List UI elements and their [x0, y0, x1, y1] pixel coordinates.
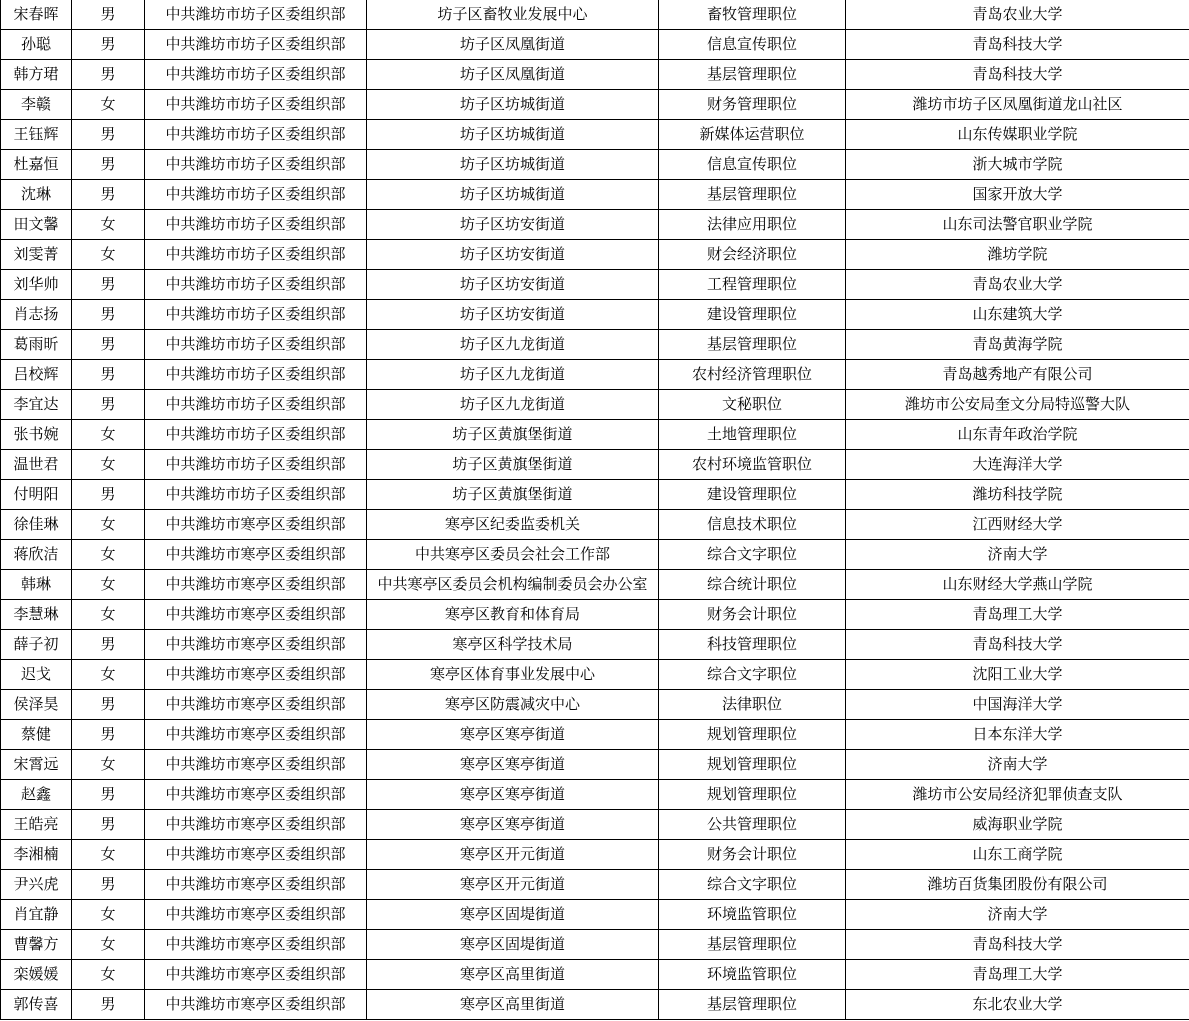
name-cell: 侯泽昊 — [1, 690, 72, 720]
gender-cell: 男 — [72, 0, 145, 30]
gender-cell: 男 — [72, 480, 145, 510]
employer-cell: 寒亭区开元街道 — [367, 840, 659, 870]
employer-cell: 坊子区凤凰街道 — [367, 30, 659, 60]
school-or-workplace-cell: 青岛科技大学 — [846, 630, 1189, 660]
recruiting-unit-cell: 中共潍坊市寒亭区委组织部 — [145, 540, 367, 570]
school-or-workplace-cell: 东北农业大学 — [846, 990, 1189, 1020]
position-cell: 环境监管职位 — [659, 960, 846, 990]
position-cell: 工程管理职位 — [659, 270, 846, 300]
employer-cell: 寒亭区开元街道 — [367, 870, 659, 900]
gender-cell: 女 — [72, 210, 145, 240]
name-cell: 栾媛媛 — [1, 960, 72, 990]
name-cell: 李慧琳 — [1, 600, 72, 630]
name-cell: 刘华帅 — [1, 270, 72, 300]
school-or-workplace-cell: 济南大学 — [846, 750, 1189, 780]
school-or-workplace-cell: 青岛科技大学 — [846, 60, 1189, 90]
recruiting-unit-cell: 中共潍坊市寒亭区委组织部 — [145, 690, 367, 720]
table-row — [1, 120, 1189, 150]
position-cell: 文秘职位 — [659, 390, 846, 420]
recruiting-unit-cell: 中共潍坊市寒亭区委组织部 — [145, 960, 367, 990]
gender-cell: 女 — [72, 960, 145, 990]
table-row — [1, 750, 1189, 780]
employer-cell: 坊子区坊安街道 — [367, 240, 659, 270]
recruiting-unit-cell: 中共潍坊市坊子区委组织部 — [145, 120, 367, 150]
employer-cell: 寒亭区寒亭街道 — [367, 720, 659, 750]
school-or-workplace-cell: 威海职业学院 — [846, 810, 1189, 840]
name-cell: 尹兴虎 — [1, 870, 72, 900]
name-cell: 刘雯菁 — [1, 240, 72, 270]
school-or-workplace-cell: 山东工商学院 — [846, 840, 1189, 870]
gender-cell: 男 — [72, 720, 145, 750]
gender-cell: 女 — [72, 900, 145, 930]
table-row — [1, 690, 1189, 720]
school-or-workplace-cell: 潍坊百货集团股份有限公司 — [846, 870, 1189, 900]
recruiting-unit-cell: 中共潍坊市寒亭区委组织部 — [145, 930, 367, 960]
gender-cell: 女 — [72, 660, 145, 690]
table-row — [1, 720, 1189, 750]
position-cell: 规划管理职位 — [659, 750, 846, 780]
gender-cell: 男 — [72, 150, 145, 180]
recruiting-unit-cell: 中共潍坊市寒亭区委组织部 — [145, 720, 367, 750]
name-cell: 杜嘉恒 — [1, 150, 72, 180]
recruiting-unit-cell: 中共潍坊市坊子区委组织部 — [145, 330, 367, 360]
school-or-workplace-cell: 山东青年政治学院 — [846, 420, 1189, 450]
employer-cell: 寒亭区防震减灾中心 — [367, 690, 659, 720]
school-or-workplace-cell: 青岛农业大学 — [846, 270, 1189, 300]
table-row — [1, 960, 1189, 990]
table-row — [1, 630, 1189, 660]
name-cell: 宋霄远 — [1, 750, 72, 780]
gender-cell: 男 — [72, 990, 145, 1020]
position-cell: 农村经济管理职位 — [659, 360, 846, 390]
gender-cell: 男 — [72, 330, 145, 360]
gender-cell: 女 — [72, 840, 145, 870]
school-or-workplace-cell: 沈阳工业大学 — [846, 660, 1189, 690]
table-row — [1, 60, 1189, 90]
name-cell: 韩琳 — [1, 570, 72, 600]
recruiting-unit-cell: 中共潍坊市坊子区委组织部 — [145, 420, 367, 450]
name-cell: 沈琳 — [1, 180, 72, 210]
school-or-workplace-cell: 济南大学 — [846, 540, 1189, 570]
recruiting-unit-cell: 中共潍坊市坊子区委组织部 — [145, 300, 367, 330]
school-or-workplace-cell: 山东建筑大学 — [846, 300, 1189, 330]
table-row — [1, 900, 1189, 930]
name-cell: 宋春晖 — [1, 0, 72, 30]
gender-cell: 女 — [72, 600, 145, 630]
name-cell: 韩方珺 — [1, 60, 72, 90]
name-cell: 李赣 — [1, 90, 72, 120]
employer-cell: 中共寒亭区委员会社会工作部 — [367, 540, 659, 570]
employer-cell: 坊子区凤凰街道 — [367, 60, 659, 90]
name-cell: 田文馨 — [1, 210, 72, 240]
position-cell: 土地管理职位 — [659, 420, 846, 450]
name-cell: 王钰辉 — [1, 120, 72, 150]
employer-cell: 中共寒亭区委员会机构编制委员会办公室 — [367, 570, 659, 600]
employer-cell: 坊子区坊城街道 — [367, 120, 659, 150]
position-cell: 公共管理职位 — [659, 810, 846, 840]
table-row — [1, 270, 1189, 300]
recruiting-unit-cell: 中共潍坊市寒亭区委组织部 — [145, 780, 367, 810]
table-body — [1, 0, 1189, 1020]
employer-cell: 坊子区黄旗堡街道 — [367, 450, 659, 480]
school-or-workplace-cell: 潍坊市坊子区凤凰街道龙山社区 — [846, 90, 1189, 120]
recruiting-unit-cell: 中共潍坊市坊子区委组织部 — [145, 150, 367, 180]
name-cell: 李宜达 — [1, 390, 72, 420]
recruiting-unit-cell: 中共潍坊市寒亭区委组织部 — [145, 750, 367, 780]
position-cell: 信息宣传职位 — [659, 150, 846, 180]
employer-cell: 坊子区坊安街道 — [367, 300, 659, 330]
position-cell: 新媒体运营职位 — [659, 120, 846, 150]
recruiting-unit-cell: 中共潍坊市坊子区委组织部 — [145, 360, 367, 390]
recruiting-unit-cell: 中共潍坊市寒亭区委组织部 — [145, 600, 367, 630]
position-cell: 综合文字职位 — [659, 870, 846, 900]
gender-cell: 女 — [72, 420, 145, 450]
school-or-workplace-cell: 青岛黄海学院 — [846, 330, 1189, 360]
name-cell: 付明阳 — [1, 480, 72, 510]
position-cell: 畜牧管理职位 — [659, 0, 846, 30]
gender-cell: 男 — [72, 360, 145, 390]
name-cell: 张书婉 — [1, 420, 72, 450]
employer-cell: 坊子区坊城街道 — [367, 180, 659, 210]
table-row — [1, 210, 1189, 240]
position-cell: 综合统计职位 — [659, 570, 846, 600]
school-or-workplace-cell: 青岛理工大学 — [846, 960, 1189, 990]
table-row — [1, 990, 1189, 1020]
gender-cell: 男 — [72, 780, 145, 810]
gender-cell: 男 — [72, 690, 145, 720]
position-cell: 财会经济职位 — [659, 240, 846, 270]
recruiting-unit-cell: 中共潍坊市寒亭区委组织部 — [145, 570, 367, 600]
table-row — [1, 600, 1189, 630]
employer-cell: 坊子区坊安街道 — [367, 210, 659, 240]
name-cell: 李湘楠 — [1, 840, 72, 870]
school-or-workplace-cell: 青岛科技大学 — [846, 930, 1189, 960]
school-or-workplace-cell: 济南大学 — [846, 900, 1189, 930]
employer-cell: 寒亭区教育和体育局 — [367, 600, 659, 630]
employer-cell: 坊子区九龙街道 — [367, 360, 659, 390]
table-row — [1, 540, 1189, 570]
gender-cell: 女 — [72, 540, 145, 570]
recruiting-unit-cell: 中共潍坊市坊子区委组织部 — [145, 270, 367, 300]
school-or-workplace-cell: 潍坊市公安局经济犯罪侦查支队 — [846, 780, 1189, 810]
position-cell: 综合文字职位 — [659, 540, 846, 570]
table-row — [1, 780, 1189, 810]
employer-cell: 寒亭区纪委监委机关 — [367, 510, 659, 540]
name-cell: 温世君 — [1, 450, 72, 480]
employer-cell: 寒亭区寒亭街道 — [367, 750, 659, 780]
gender-cell: 女 — [72, 450, 145, 480]
table-row — [1, 810, 1189, 840]
gender-cell: 女 — [72, 930, 145, 960]
employer-cell: 寒亭区高里街道 — [367, 990, 659, 1020]
gender-cell: 女 — [72, 90, 145, 120]
recruiting-unit-cell: 中共潍坊市坊子区委组织部 — [145, 60, 367, 90]
school-or-workplace-cell: 浙大城市学院 — [846, 150, 1189, 180]
table-row — [1, 570, 1189, 600]
position-cell: 信息宣传职位 — [659, 30, 846, 60]
position-cell: 财务管理职位 — [659, 90, 846, 120]
recruiting-unit-cell: 中共潍坊市寒亭区委组织部 — [145, 510, 367, 540]
table-row — [1, 90, 1189, 120]
recruiting-unit-cell: 中共潍坊市寒亭区委组织部 — [145, 630, 367, 660]
employer-cell: 坊子区坊安街道 — [367, 270, 659, 300]
employer-cell: 寒亭区科学技术局 — [367, 630, 659, 660]
recruiting-unit-cell: 中共潍坊市寒亭区委组织部 — [145, 840, 367, 870]
table-row — [1, 660, 1189, 690]
gender-cell: 男 — [72, 390, 145, 420]
gender-cell: 女 — [72, 240, 145, 270]
position-cell: 基层管理职位 — [659, 60, 846, 90]
table-row — [1, 180, 1189, 210]
gender-cell: 男 — [72, 810, 145, 840]
recruiting-unit-cell: 中共潍坊市坊子区委组织部 — [145, 480, 367, 510]
recruiting-unit-cell: 中共潍坊市寒亭区委组织部 — [145, 870, 367, 900]
recruiting-unit-cell: 中共潍坊市坊子区委组织部 — [145, 90, 367, 120]
employer-cell: 寒亭区体育事业发展中心 — [367, 660, 659, 690]
position-cell: 建设管理职位 — [659, 480, 846, 510]
name-cell: 薛子初 — [1, 630, 72, 660]
name-cell: 徐佳琳 — [1, 510, 72, 540]
recruiting-unit-cell: 中共潍坊市坊子区委组织部 — [145, 240, 367, 270]
position-cell: 基层管理职位 — [659, 990, 846, 1020]
recruiting-unit-cell: 中共潍坊市坊子区委组织部 — [145, 210, 367, 240]
employer-cell: 坊子区坊城街道 — [367, 150, 659, 180]
table-row — [1, 840, 1189, 870]
name-cell: 郭传喜 — [1, 990, 72, 1020]
name-cell: 蔡健 — [1, 720, 72, 750]
school-or-workplace-cell: 青岛理工大学 — [846, 600, 1189, 630]
name-cell: 赵鑫 — [1, 780, 72, 810]
table-row — [1, 510, 1189, 540]
position-cell: 规划管理职位 — [659, 780, 846, 810]
school-or-workplace-cell: 国家开放大学 — [846, 180, 1189, 210]
school-or-workplace-cell: 江西财经大学 — [846, 510, 1189, 540]
position-cell: 财务会计职位 — [659, 600, 846, 630]
position-cell: 建设管理职位 — [659, 300, 846, 330]
recruiting-unit-cell: 中共潍坊市坊子区委组织部 — [145, 390, 367, 420]
gender-cell: 男 — [72, 30, 145, 60]
position-cell: 基层管理职位 — [659, 930, 846, 960]
recruiting-unit-cell: 中共潍坊市坊子区委组织部 — [145, 180, 367, 210]
recruiting-unit-cell: 中共潍坊市寒亭区委组织部 — [145, 900, 367, 930]
name-cell: 迟戈 — [1, 660, 72, 690]
gender-cell: 男 — [72, 630, 145, 660]
gender-cell: 男 — [72, 120, 145, 150]
school-or-workplace-cell: 大连海洋大学 — [846, 450, 1189, 480]
position-cell: 财务会计职位 — [659, 840, 846, 870]
employer-cell: 寒亭区寒亭街道 — [367, 780, 659, 810]
name-cell: 蒋欣洁 — [1, 540, 72, 570]
position-cell: 规划管理职位 — [659, 720, 846, 750]
name-cell: 曹馨方 — [1, 930, 72, 960]
employer-cell: 坊子区畜牧业发展中心 — [367, 0, 659, 30]
position-cell: 科技管理职位 — [659, 630, 846, 660]
employer-cell: 坊子区黄旗堡街道 — [367, 480, 659, 510]
gender-cell: 女 — [72, 510, 145, 540]
table-row — [1, 0, 1189, 30]
name-cell: 孙聪 — [1, 30, 72, 60]
table-row — [1, 480, 1189, 510]
name-cell: 王皓亮 — [1, 810, 72, 840]
table-row — [1, 300, 1189, 330]
employer-cell: 寒亭区固堤街道 — [367, 900, 659, 930]
recruiting-unit-cell: 中共潍坊市坊子区委组织部 — [145, 30, 367, 60]
name-cell: 葛雨昕 — [1, 330, 72, 360]
employer-cell: 寒亭区寒亭街道 — [367, 810, 659, 840]
school-or-workplace-cell: 山东司法警官职业学院 — [846, 210, 1189, 240]
table-row — [1, 930, 1189, 960]
gender-cell: 男 — [72, 870, 145, 900]
position-cell: 信息技术职位 — [659, 510, 846, 540]
table-row — [1, 30, 1189, 60]
recruiting-unit-cell: 中共潍坊市坊子区委组织部 — [145, 0, 367, 30]
table-row — [1, 870, 1189, 900]
recruiting-unit-cell: 中共潍坊市坊子区委组织部 — [145, 450, 367, 480]
school-or-workplace-cell: 潍坊学院 — [846, 240, 1189, 270]
position-cell: 农村环境监管职位 — [659, 450, 846, 480]
school-or-workplace-cell: 山东传媒职业学院 — [846, 120, 1189, 150]
school-or-workplace-cell: 潍坊科技学院 — [846, 480, 1189, 510]
table-row — [1, 450, 1189, 480]
gender-cell: 男 — [72, 180, 145, 210]
table-row — [1, 360, 1189, 390]
position-cell: 法律职位 — [659, 690, 846, 720]
employer-cell: 寒亭区高里街道 — [367, 960, 659, 990]
employer-cell: 坊子区九龙街道 — [367, 390, 659, 420]
table-row — [1, 150, 1189, 180]
school-or-workplace-cell: 潍坊市公安局奎文分局特巡警大队 — [846, 390, 1189, 420]
table-row — [1, 390, 1189, 420]
employer-cell: 坊子区坊城街道 — [367, 90, 659, 120]
position-cell: 法律应用职位 — [659, 210, 846, 240]
name-cell: 肖志扬 — [1, 300, 72, 330]
gender-cell: 男 — [72, 270, 145, 300]
position-cell: 基层管理职位 — [659, 330, 846, 360]
name-cell: 吕校辉 — [1, 360, 72, 390]
table-row — [1, 420, 1189, 450]
position-cell: 综合文字职位 — [659, 660, 846, 690]
recruiting-unit-cell: 中共潍坊市寒亭区委组织部 — [145, 990, 367, 1020]
school-or-workplace-cell: 青岛科技大学 — [846, 30, 1189, 60]
position-cell: 环境监管职位 — [659, 900, 846, 930]
school-or-workplace-cell: 中国海洋大学 — [846, 690, 1189, 720]
gender-cell: 女 — [72, 570, 145, 600]
gender-cell: 男 — [72, 300, 145, 330]
recruiting-unit-cell: 中共潍坊市寒亭区委组织部 — [145, 660, 367, 690]
employer-cell: 寒亭区固堤街道 — [367, 930, 659, 960]
school-or-workplace-cell: 山东财经大学燕山学院 — [846, 570, 1189, 600]
school-or-workplace-cell: 青岛农业大学 — [846, 0, 1189, 30]
employer-cell: 坊子区九龙街道 — [367, 330, 659, 360]
position-cell: 基层管理职位 — [659, 180, 846, 210]
employer-cell: 坊子区黄旗堡街道 — [367, 420, 659, 450]
gender-cell: 女 — [72, 750, 145, 780]
school-or-workplace-cell: 日本东洋大学 — [846, 720, 1189, 750]
name-cell: 肖宜静 — [1, 900, 72, 930]
school-or-workplace-cell: 青岛越秀地产有限公司 — [846, 360, 1189, 390]
gender-cell: 男 — [72, 60, 145, 90]
recruiting-unit-cell: 中共潍坊市寒亭区委组织部 — [145, 810, 367, 840]
table-row — [1, 330, 1189, 360]
table-row — [1, 240, 1189, 270]
